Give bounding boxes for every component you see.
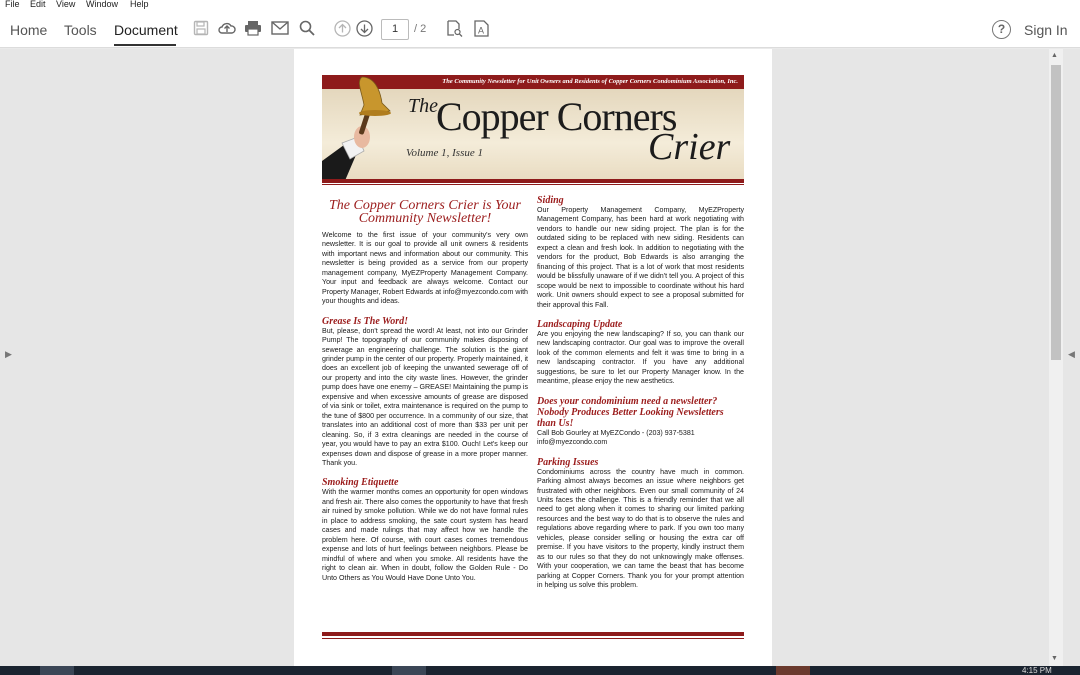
- title-crier: Crier: [648, 126, 731, 168]
- landscaping-body: Are you enjoying the new landscaping? If so, you can thank our new landscaping contractor. Our goal was to improve the overall look of the common elements and felt it was time to bring in a new landscaping contractor. If you have any additional suggestions, be sure to let our Property Manager know. In the meantime, please enjoy the new aesthetics.: [537, 329, 744, 386]
- left-column: [322, 199, 528, 583]
- active-tab-indicator: [114, 44, 176, 46]
- smoking-body: With the warmer months comes an opportunity for open windows and fresh air. There also comes the opportunity to have that fresh air ruined by smoke pollution. While we do not have formal rules in place to address smoking, the sate court system has heard cases and made rulings that may affect how we handle the problem here. Of course, with court cases comes tremendous expense and lots of hurt feelings between neighbors. Please be mindful of where and when you smoke. All residents have the right to clean air. When in doubt, follow the Golden Rule - Do Unto Others as You Would Have Done Unto You.: [322, 488, 528, 582]
- lead-body: Welcome to the first issue of your community's very own newsletter. It is our goal to provide all unit owners & residents with important news and information about our community. This newsletter is being provided as a service from our property management company, MyEZProperty Management Company. Your input and feedback are always welcome. Contact our Property Manager, Robert Edwards at info@myezcondo.com with your thoughts and ideas.: [322, 231, 528, 306]
- parking-body: Condominiums across the country have much in common. Parking almost always becomes an issue where neighbors get frustrated with other neighbors. Even our small community of 24 Units faces the challenge. This is a friendly reminder that we all need to get along when it comes to sharing our limited parking resources and the best way to do that is to observe the rules and regulations above regarding where to park. If you own too many vehicles, please consider selling or housing the extra car off premise. If you have visitors to the property, kindly instruct them as to our rules so that they do not unknowingly make offenses. With your cooperation, we can tame the beast that has become parking at Copper Corners. Thank you for your prompt attention in helping us solve this problem.: [537, 467, 744, 590]
- grease-heading: Grease Is The Word!: [322, 315, 409, 327]
- ad-email: info@myezcondo.com: [537, 438, 608, 447]
- vertical-scrollbar[interactable]: [1049, 49, 1063, 666]
- page-number-input[interactable]: 1: [381, 19, 409, 40]
- tab-home[interactable]: Home: [10, 22, 48, 38]
- email-icon[interactable]: [270, 20, 290, 40]
- bell-illustration-icon: [322, 75, 402, 183]
- menu-bar: [0, 0, 1080, 10]
- taskbar-app[interactable]: [392, 666, 426, 675]
- tab-document[interactable]: Document: [114, 22, 178, 38]
- help-icon[interactable]: ?: [992, 20, 1011, 39]
- scroll-up-icon[interactable]: ▲: [1051, 52, 1058, 59]
- menu-view[interactable]: View: [56, 0, 76, 9]
- menu-window[interactable]: Window: [86, 0, 119, 9]
- read-mode-icon[interactable]: [471, 20, 491, 40]
- masthead-rule: [322, 179, 744, 183]
- ad-contact: Call Bob Gourley at MyEZCondo - (203) 937-5381: [537, 428, 695, 437]
- masthead-rule-thin: [322, 184, 744, 185]
- svg-text:A: A: [477, 25, 484, 36]
- sign-in-button[interactable]: Sign In: [1024, 22, 1068, 38]
- left-panel-toggle-icon[interactable]: ▶: [5, 349, 12, 359]
- newsletter-masthead: [322, 75, 744, 185]
- fit-page-icon[interactable]: [444, 20, 464, 40]
- right-column: [537, 195, 744, 591]
- lead-heading: The Copper Corners Crier is Your Community Newsletter!: [328, 198, 522, 226]
- print-icon[interactable]: [243, 20, 263, 40]
- search-icon[interactable]: [297, 20, 317, 40]
- taskbar-app[interactable]: [40, 666, 74, 675]
- pdf-page: [294, 49, 772, 666]
- right-panel-toggle-icon[interactable]: ◀: [1068, 349, 1075, 359]
- siding-body: Our Property Management Company, MyEZProperty Management Company, has been hard at work negotiating with vendors to handle our new siding project. The plan is for the outdated siding to be replaced with new siding. Residents can expect a clean and fresh look. In addition to negotiating with the vendors for the product, Bob Edwards is also arranging the financing of this project. That is a lot of work that most residents would be blissfully unaware of if we didn't tell you. A project of this scope would be next to impossible to coordinate without his hard work. Unit owners should expect to see a proposal submitted for their approval this Fall.: [537, 206, 744, 309]
- upload-icon[interactable]: [217, 20, 237, 40]
- scroll-down-icon[interactable]: ▼: [1051, 655, 1058, 662]
- toolbar: [0, 10, 1080, 48]
- title-the: The: [408, 95, 438, 117]
- ad-heading: Does your condominium need a newsletter? Nobody Produces Better Looking Newsletters than Us!: [537, 395, 724, 429]
- page-down-icon[interactable]: [354, 20, 374, 40]
- smoking-heading: Smoking Etiquette: [322, 477, 399, 489]
- os-taskbar: [0, 666, 1080, 675]
- menu-help[interactable]: Help: [130, 0, 149, 9]
- title-copper-corners: Copper Corners: [436, 94, 677, 139]
- parking-heading: Parking Issues: [537, 456, 599, 468]
- menu-edit[interactable]: Edit: [30, 0, 46, 9]
- taskbar-app-active[interactable]: [776, 666, 810, 675]
- tab-tools[interactable]: Tools: [64, 22, 97, 38]
- landscaping-heading: Landscaping Update: [537, 318, 623, 330]
- page-up-icon[interactable]: [332, 20, 352, 40]
- save-icon[interactable]: [191, 20, 211, 40]
- document-viewer: [0, 49, 1080, 666]
- menu-file[interactable]: File: [5, 0, 20, 9]
- footer-rule: [322, 632, 744, 636]
- grease-body: But, please, don't spread the word! At least, not into our Grinder Pump! The topography of our community makes disposing of sewerage an engineering challenge. The solution is the giant grinder pump in the center of our property. Properly maintained, it does an excellent job of keeping the unwanted sewerage off of our property and into the city waste lines. However, the grinder pump does have one enemy – GREASE! Maintaining the pump is expensive and when excessive amounts of grease are disposed of via sink or toilet, extra maintenance is required on the pump to the tune of $800 per occurrence. In a community of our size, that translates into an additional cost of more than $33 per unit per cleaning. So, if 3 extra cleanings are needed in the course of year, you would have to pay an extra $100. Ouch! Let's keep our expenses down and dispose of grease in a more proper manner. Thank you.: [322, 326, 528, 467]
- scroll-thumb[interactable]: [1051, 65, 1061, 360]
- footer-rule-thin: [322, 638, 744, 639]
- taskbar-clock: 4:15 PM: [1022, 666, 1052, 675]
- siding-heading: Siding: [537, 195, 564, 206]
- volume-issue: Volume 1, Issue 1: [406, 147, 483, 159]
- masthead-tagline: The Community Newsletter for Unit Owners and Residents of Copper Corners Condominium Association, Inc.: [322, 75, 744, 89]
- page-total: / 2: [414, 23, 427, 35]
